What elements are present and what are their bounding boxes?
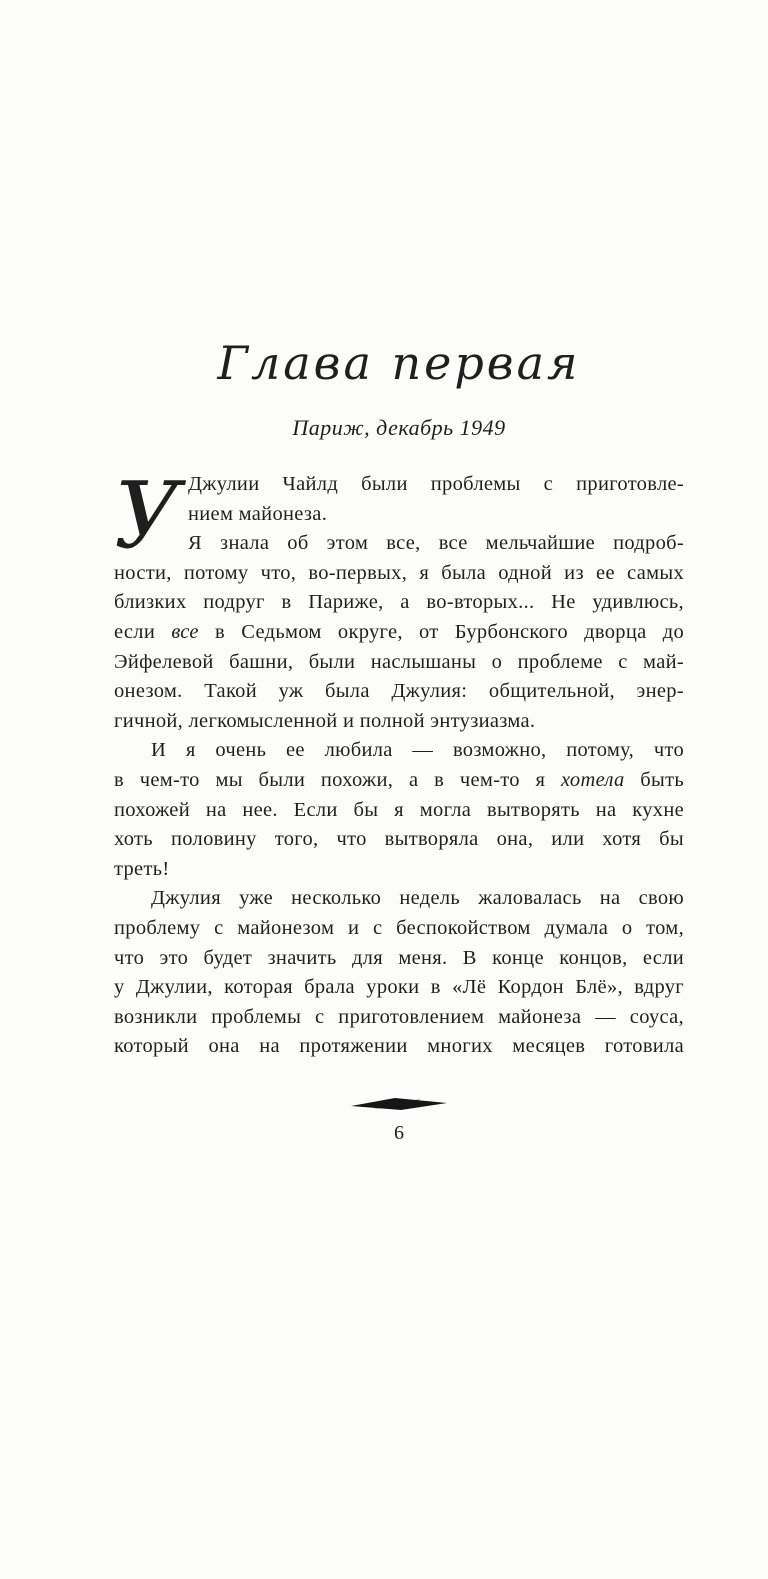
text-line: который она на протяжении многих месяцев готовила bbox=[114, 1035, 684, 1058]
drop-cap: У bbox=[114, 462, 181, 569]
text-line: нием майонеза. bbox=[188, 502, 328, 525]
text-line: Джулии Чайлд были проблемы с приготовле- bbox=[188, 473, 684, 495]
text-line: проблему с майонезом и с беспокойством думала о том, bbox=[114, 916, 684, 939]
body-text bbox=[114, 462, 684, 1062]
text-line: И я очень ее любила — возможно, потому, что bbox=[151, 739, 684, 762]
text-line: треть! bbox=[114, 857, 170, 880]
text-line: если все в Седьмом округе, от Бурбонского дворца до bbox=[114, 620, 684, 643]
paragraph bbox=[114, 529, 684, 736]
chapter-subtitle: Париж, декабрь 1949 bbox=[292, 415, 506, 440]
page-footer bbox=[114, 1096, 684, 1146]
paragraph bbox=[114, 736, 684, 884]
text-line: у Джулии, которая брала уроки в «Лё Кордон Блё», вдруг bbox=[114, 976, 684, 999]
ornamental-divider-icon bbox=[114, 1096, 684, 1112]
text-line: хоть половину того, что вытворяла она, или хотя бы bbox=[114, 828, 684, 851]
page-number: 6 bbox=[394, 1121, 404, 1144]
text-line: гичной, легкомысленной и полной энтузиазма. bbox=[114, 709, 536, 732]
text-line: в чем-то мы были похожи, а в чем-то я хотела быть bbox=[114, 768, 684, 791]
text-line: Я знала об этом все, все мельчайшие подроб- bbox=[188, 532, 684, 555]
text-line: ности, потому что, во-первых, я была одной из ее самых bbox=[114, 561, 684, 584]
text-line: онезом. Такой уж была Джулия: общительной, энер- bbox=[114, 680, 684, 703]
chapter-header bbox=[114, 338, 684, 442]
text-line: похожей на нее. Если бы я могла вытворять на кухне bbox=[114, 798, 684, 821]
chapter-title: Глава первая bbox=[217, 336, 581, 390]
text-line: Джулия уже несколько недель жаловалась на свою bbox=[151, 887, 684, 910]
text-line: близких подруг в Париже, а во-вторых... Не удивлюсь, bbox=[114, 591, 684, 614]
text-line: Эйфелевой башни, были наслышаны о проблеме с май- bbox=[114, 650, 684, 673]
paragraph bbox=[114, 884, 684, 1062]
text-line: возникли проблемы с приготовлением майонеза — соуса, bbox=[114, 1005, 684, 1028]
text-line: что это будет значить для меня. В конце концов, если bbox=[114, 946, 684, 969]
book-page bbox=[0, 338, 768, 1579]
